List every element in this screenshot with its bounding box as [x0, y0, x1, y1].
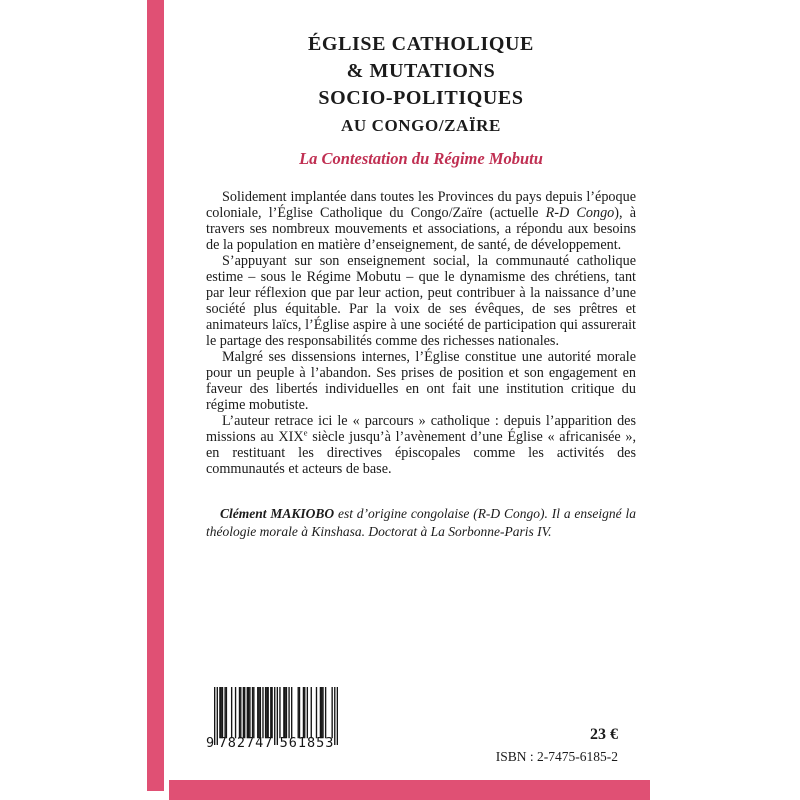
synopsis-paragraph: Malgré ses dissensions internes, l’Église constitue une autorité morale pour un peuple à l’abandon. Ses prises de position et son engagement en faveur des libertés individuelles en ont fait une institution critique du régime mobutiste. — [206, 349, 636, 413]
title-line-2: & MUTATIONS — [346, 60, 496, 82]
author-bio: Clément MAKIOBO est d’origine congolaise (R-D Congo). Il a enseigné la théologie morale à Kinshasa. Doctorat à La Sorbonne-Paris IV. — [206, 506, 636, 539]
book-subtitle: La Contestation du Régime Mobutu — [299, 149, 543, 168]
pink-stripe-left — [147, 0, 164, 791]
synopsis — [206, 189, 636, 477]
title-line-4: AU CONGO/ZAÏRE — [341, 116, 501, 135]
ean13-barcode — [206, 687, 342, 761]
synopsis-paragraph: L’auteur retrace ici le « parcours » catholique : depuis l’apparition des missions au XIXe siècle jusqu’à l’avènement d’une Église « africanisée », en restituant les directives épiscopales comme les activités des communautés et acteurs de base. — [206, 413, 637, 477]
barcode-digits-right: 561853 — [279, 735, 335, 751]
pink-stripe-bottom — [169, 780, 650, 800]
barcode-digits-left: 782747 — [218, 735, 274, 751]
price-label: 23 € — [590, 726, 618, 743]
synopsis-paragraph: S’appuyant sur son enseignement social, la communauté catholique estime – sous le Régime Mobutu – que le dynamisme des chrétiens, tant par leur réflexion que par leur action, peut contribuer à la naissance d’une société plus équitable. Par la voix de ses évêques, de ses prêtres et animateurs laïcs, l’Église aspire à une société de participation qui assurerait le partage des responsabilités comme des richesses nationales. — [206, 253, 636, 349]
title-line-3: SOCIO-POLITIQUES — [318, 87, 524, 109]
barcode-digit-first: 9 — [206, 735, 215, 751]
synopsis-paragraph: Solidement implantée dans toutes les Provinces du pays depuis l’époque coloniale, l’Église Catholique du Congo/Zaïre (actuelle R-D Congo), à travers ses nombreux mouvements et associations, a répondu aux besoins de la population en matière d’enseignement, de santé, de développement. — [206, 189, 636, 253]
book-title — [205, 31, 637, 139]
title-line-1: ÉGLISE CATHOLIQUE — [307, 33, 534, 55]
isbn-label: ISBN : 2-7475-6185-2 — [495, 749, 618, 764]
